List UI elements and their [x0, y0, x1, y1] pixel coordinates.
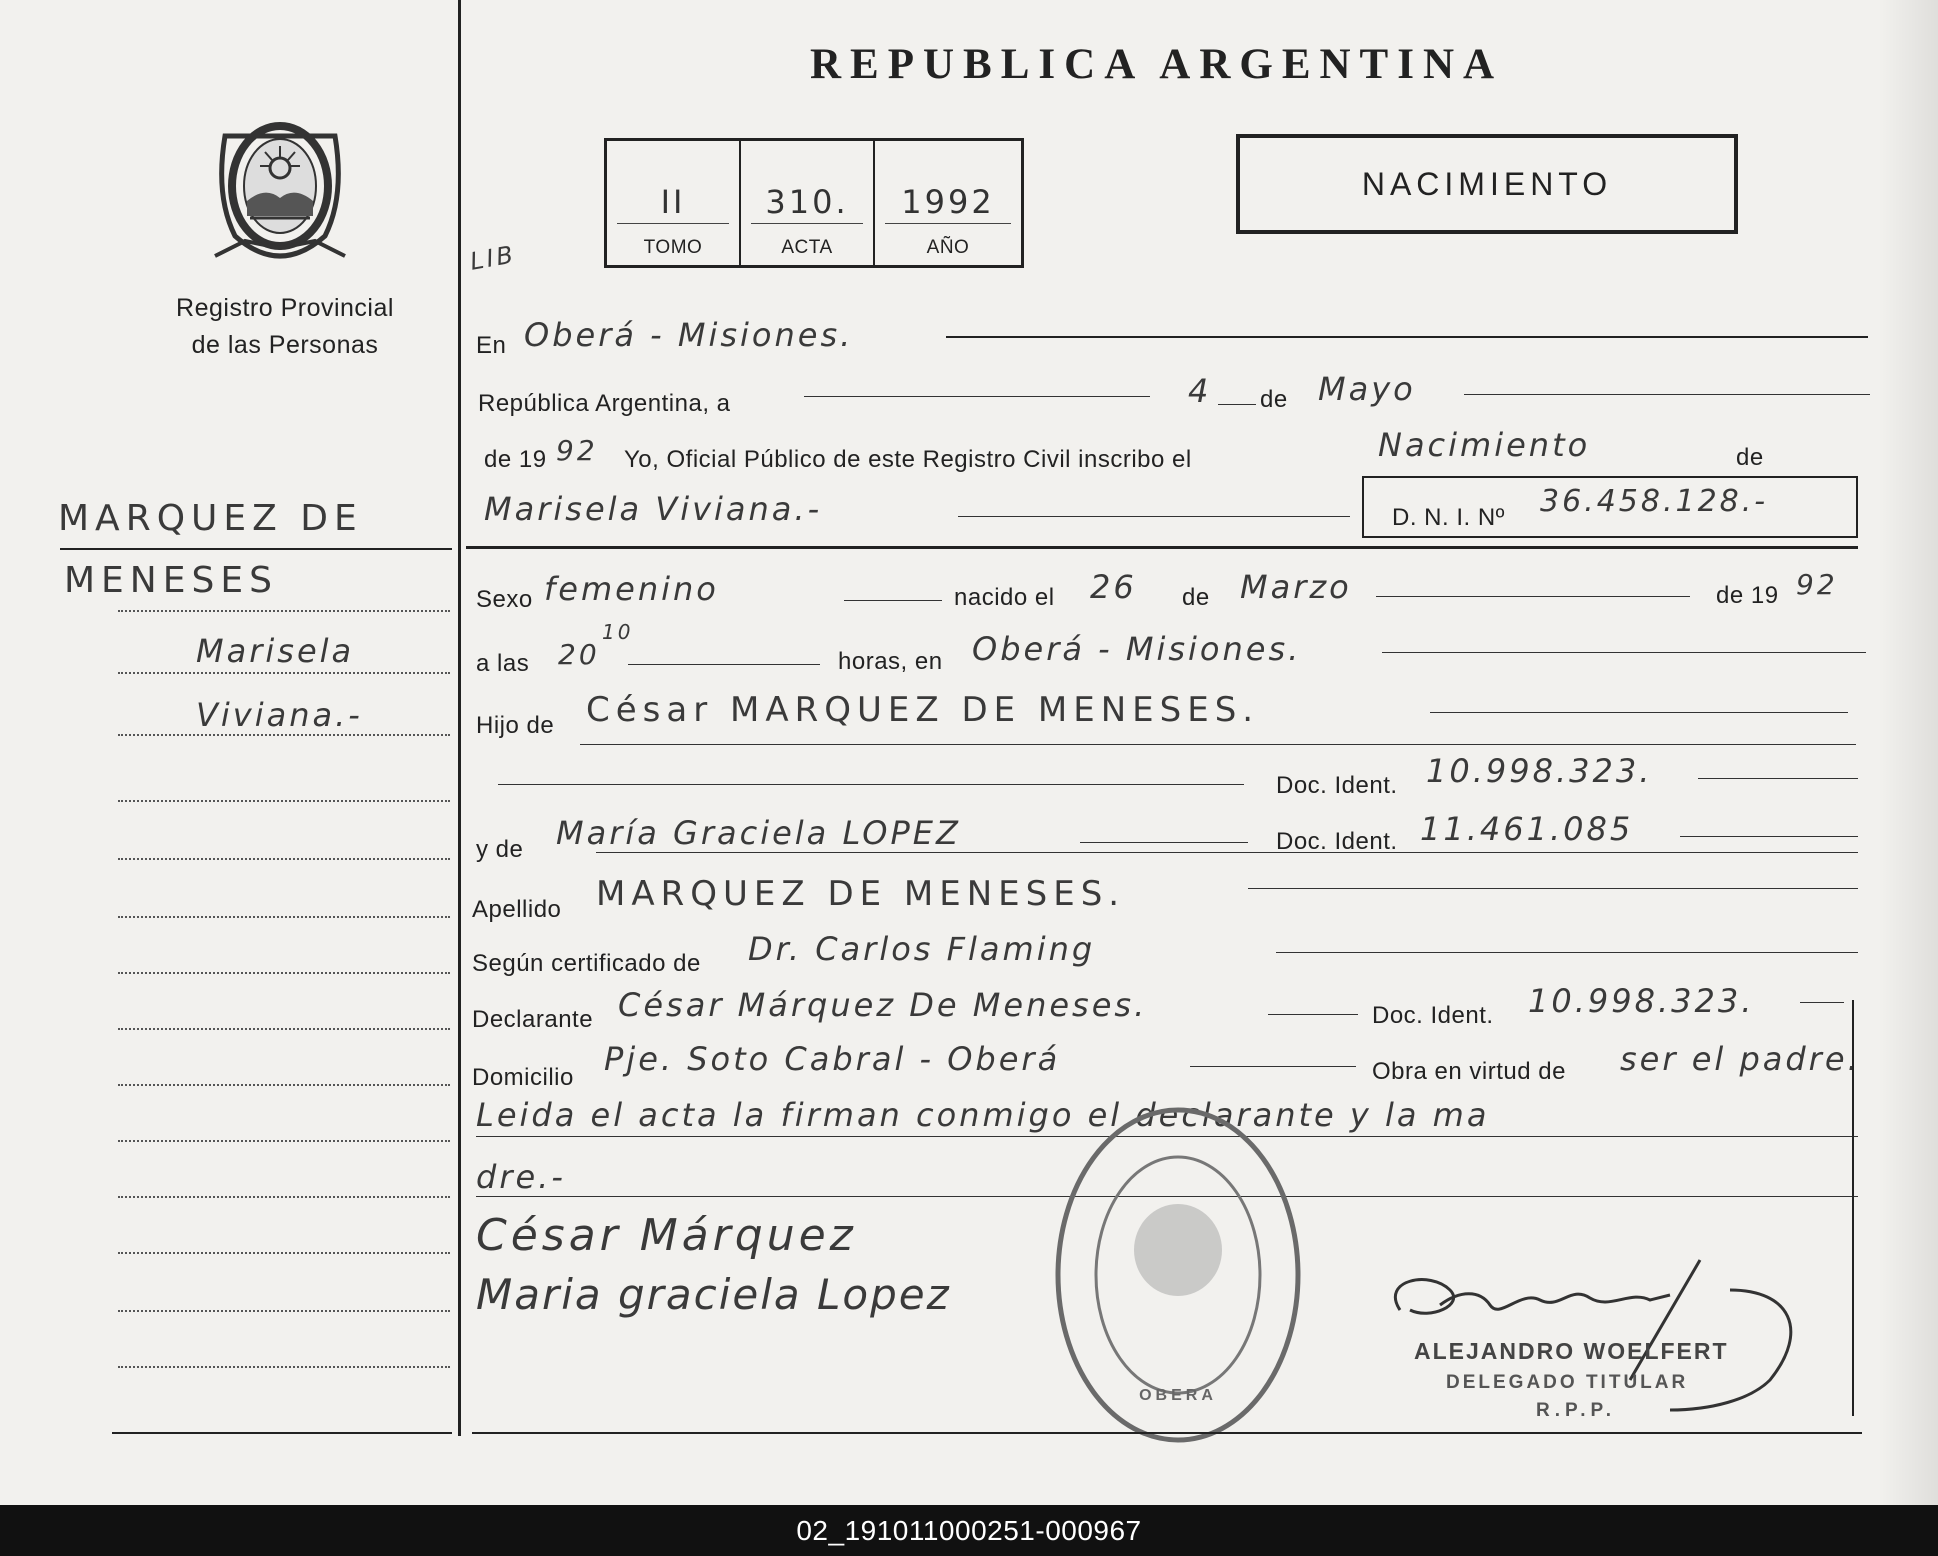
- margin-dotted-line: [118, 858, 450, 860]
- declarante-label: Declarante: [472, 1006, 594, 1033]
- inscribo-value: Nacimiento: [1378, 426, 1591, 464]
- bottom-rule: [472, 1432, 1862, 1434]
- official-name: ALEJANDRO WOELFERT: [1414, 1338, 1729, 1364]
- margin-dotted-line: [118, 734, 450, 736]
- mother-doc-value: 11.461.085: [1420, 810, 1634, 848]
- registry-name: [120, 290, 450, 364]
- year-prefix-label: de 19: [484, 446, 547, 473]
- official-seal-stamp: [1048, 1100, 1308, 1450]
- closing-text-line-2: dre.-: [476, 1158, 566, 1196]
- apellido-label: Apellido: [472, 896, 562, 923]
- de-end-label: de: [1736, 444, 1764, 471]
- mother-signature: Maria graciela Lopez: [476, 1270, 951, 1319]
- declarante-doc-label: Doc. Ident.: [1372, 1002, 1494, 1029]
- margin-rule: [60, 548, 452, 550]
- sexo-value: femenino: [544, 570, 719, 608]
- day-value: 4: [1188, 372, 1212, 410]
- margin-surname-line-2: MENESES: [64, 560, 278, 601]
- birth-year-prefix: de 19: [1716, 582, 1779, 609]
- official-role: DELEGADO TITULAR: [1446, 1372, 1689, 1393]
- republica-label: República Argentina, a: [478, 390, 731, 417]
- month-value: Mayo: [1318, 370, 1416, 408]
- column-divider: [458, 0, 461, 1436]
- margin-dotted-line: [118, 1252, 450, 1254]
- acta-label: ACTA: [781, 237, 833, 258]
- acta-value: 310.: [765, 183, 849, 221]
- anio-value: 1992: [901, 183, 995, 221]
- margin-dotted-line: [118, 1366, 450, 1368]
- dni-label: D. N. I. Nº: [1392, 504, 1505, 531]
- margin-dotted-line: [118, 972, 450, 974]
- father-signature: César Márquez: [476, 1210, 857, 1261]
- closing-text-line-1: Leida el acta la firman conmigo el declarante y la ma: [476, 1096, 1490, 1134]
- year-value: 92: [556, 434, 598, 467]
- registry-line-1: Registro Provincial: [176, 294, 394, 322]
- margin-dotted-line: [118, 1028, 450, 1030]
- mother-name: María Graciela LOPEZ: [556, 814, 961, 852]
- horas-label: horas, en: [838, 648, 943, 675]
- margin-bottom-rule: [112, 1432, 452, 1434]
- official-org: R.P.P.: [1536, 1400, 1617, 1421]
- yde-label: y de: [476, 836, 524, 863]
- sexo-label: Sexo: [476, 586, 533, 613]
- birth-day: 26: [1090, 568, 1137, 606]
- birth-month: Marzo: [1240, 568, 1352, 606]
- anio-label: AÑO: [926, 237, 970, 258]
- declarante-value: César Márquez De Meneses.: [618, 986, 1148, 1024]
- misiones-crest-icon: [205, 106, 355, 266]
- file-id-bar: [0, 1505, 1938, 1556]
- nacido-label: nacido el: [954, 584, 1055, 611]
- margin-dotted-line: [118, 916, 450, 918]
- margin-surname-line-1: MARQUEZ DE: [58, 498, 363, 539]
- declarante-doc-value: 10.998.323.: [1528, 982, 1755, 1020]
- margin-dotted-line: [118, 1196, 450, 1198]
- mother-doc-label: Doc. Ident.: [1276, 828, 1398, 855]
- dni-value: 36.458.128.-: [1540, 484, 1769, 519]
- child-name: Marisela Viviana.-: [484, 490, 823, 528]
- record-number-box: [604, 138, 1024, 268]
- margin-dotted-line: [118, 610, 450, 612]
- margin-dotted-line: [118, 672, 450, 674]
- father-doc-label: Doc. Ident.: [1276, 772, 1398, 799]
- certificado-label: Según certificado de: [472, 950, 701, 977]
- minute-value: 10: [602, 620, 634, 644]
- margin-note: LIB: [467, 240, 519, 276]
- anio-cell: [875, 141, 1021, 265]
- tomo-label: TOMO: [643, 237, 703, 258]
- father-name: César MARQUEZ DE MENESES.: [586, 690, 1260, 730]
- margin-dotted-line: [118, 800, 450, 802]
- tomo-value: II: [660, 183, 686, 221]
- obra-value: ser el padre.: [1620, 1040, 1861, 1078]
- birth-year: 92: [1796, 568, 1838, 601]
- document-type: NACIMIENTO: [1361, 165, 1613, 202]
- document-type-box: [1236, 134, 1738, 234]
- apellido-value: MARQUEZ DE MENESES.: [596, 874, 1126, 914]
- obra-label: Obra en virtud de: [1372, 1058, 1566, 1085]
- alas-label: a las: [476, 650, 530, 677]
- domicilio-label: Domicilio: [472, 1064, 574, 1091]
- file-id: 02_191011000251-000967: [796, 1515, 1142, 1546]
- yo-text: Yo, Oficial Público de este Registro Civil inscribo el: [624, 446, 1192, 473]
- acta-cell: [741, 141, 875, 265]
- margin-dotted-line: [118, 1310, 450, 1312]
- margin-given-name-1: Marisela: [196, 632, 355, 670]
- page-title: REPUBLICA ARGENTINA: [810, 41, 1504, 88]
- margin-dotted-line: [118, 1084, 450, 1086]
- en-value: Oberá - Misiones.: [524, 316, 854, 354]
- hijo-label: Hijo de: [476, 712, 555, 739]
- margin-given-name-2: Viviana.-: [196, 696, 363, 734]
- margin-dotted-line: [118, 1140, 450, 1142]
- registry-line-2: de las Personas: [191, 331, 379, 359]
- month-de-label: de: [1260, 386, 1288, 413]
- domicilio-value: Pje. Soto Cabral - Oberá: [604, 1040, 1061, 1078]
- birthplace-value: Oberá - Misiones.: [972, 630, 1302, 668]
- father-doc-value: 10.998.323.: [1426, 752, 1653, 790]
- seal-city: OBERA: [1139, 1387, 1217, 1404]
- tomo-cell: [607, 141, 741, 265]
- en-label: En: [476, 332, 507, 359]
- birth-month-de-label: de: [1182, 584, 1210, 611]
- certificado-value: Dr. Carlos Flaming: [748, 930, 1096, 968]
- hour-value: 20: [558, 638, 600, 671]
